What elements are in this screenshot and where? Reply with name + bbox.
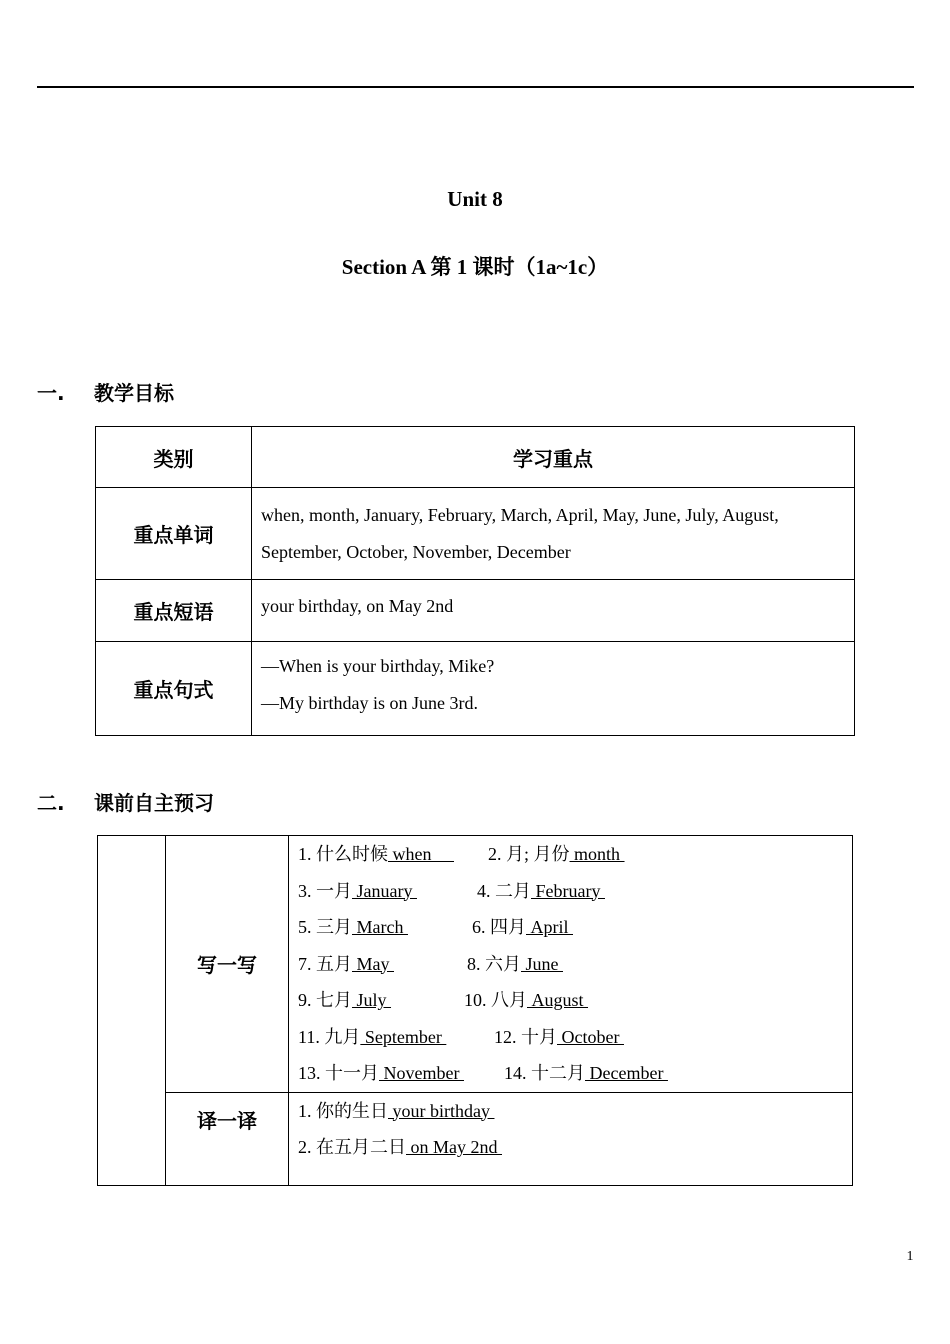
table-header-row xyxy=(96,427,855,488)
item-answer: your birthday xyxy=(388,1100,495,1121)
item-answer: when xyxy=(388,844,454,864)
item-answer: July xyxy=(352,990,392,1010)
list-item xyxy=(298,1093,843,1130)
item-prompt: 2. 月; 月份 xyxy=(488,844,570,864)
list-item xyxy=(298,1129,843,1166)
section2-heading xyxy=(37,787,214,816)
item-prompt: 2. 在五月二日 xyxy=(298,1137,406,1157)
list-item xyxy=(298,982,843,1019)
item-answer: December xyxy=(585,1063,668,1083)
item-prompt: 4. 二月 xyxy=(477,880,531,901)
content-line: your birthday, on May 2nd xyxy=(261,596,454,616)
item-prompt: 5. 三月 xyxy=(298,917,352,937)
list-item xyxy=(298,836,843,873)
column-header-focus: 学习重点 xyxy=(252,427,855,488)
row-content xyxy=(252,642,855,736)
table-row xyxy=(96,642,855,736)
blank-cell xyxy=(98,836,166,1186)
row-content xyxy=(252,580,855,642)
list-item xyxy=(298,873,843,910)
item-prompt: 11. 九月 xyxy=(298,1026,361,1047)
list-item xyxy=(298,909,843,946)
item-answer: April xyxy=(526,917,573,937)
table-row xyxy=(96,488,855,580)
list-item xyxy=(298,1019,843,1056)
unit-title: Unit 8 xyxy=(447,187,503,211)
preview-table xyxy=(97,835,853,1186)
content-line: when, month, January, February, March, April, May, June, July, August, xyxy=(261,504,779,525)
item-prompt: 14. 十二月 xyxy=(504,1063,585,1083)
item-answer: September xyxy=(360,1026,447,1047)
header-rule xyxy=(37,86,914,88)
write-items xyxy=(289,836,853,1093)
item-prompt: 13. 十一月 xyxy=(298,1063,379,1083)
section-title: Section A 第 1 课时（1a~1c） xyxy=(341,255,609,279)
section1-title: 教学目标 xyxy=(94,381,174,405)
content-line: —My birthday is on June 3rd. xyxy=(261,692,478,713)
item-prompt: 6. 四月 xyxy=(472,917,526,937)
item-answer: month xyxy=(569,844,625,864)
table-row xyxy=(98,836,853,1093)
objectives-table xyxy=(95,426,855,736)
row-category: 重点短语 xyxy=(96,580,252,642)
item-answer: March xyxy=(352,917,408,937)
item-answer: October xyxy=(557,1026,624,1047)
row-content xyxy=(252,488,855,580)
list-item xyxy=(298,946,843,983)
section1-heading xyxy=(37,377,174,406)
row-category: 重点句式 xyxy=(96,642,252,736)
column-header-category: 类别 xyxy=(96,427,252,488)
item-prompt: 7. 五月 xyxy=(298,953,352,974)
item-answer: on May 2nd xyxy=(406,1137,502,1157)
item-prompt: 12. 十月 xyxy=(494,1026,557,1047)
section2-number: 二. xyxy=(37,791,65,815)
content-line: —When is your birthday, Mike? xyxy=(261,655,495,676)
item-prompt: 10. 八月 xyxy=(464,990,527,1010)
item-prompt: 9. 七月 xyxy=(298,990,352,1010)
item-prompt: 3. 一月 xyxy=(298,880,352,901)
write-label: 写一写 xyxy=(166,836,289,1093)
item-answer: January xyxy=(352,880,417,901)
section1-number: 一. xyxy=(37,381,65,405)
translate-items xyxy=(289,1092,853,1185)
content-line: September, October, November, December xyxy=(261,541,571,562)
translate-label: 译一译 xyxy=(166,1092,289,1185)
table-row xyxy=(98,1092,853,1185)
item-answer: August xyxy=(527,990,589,1010)
item-prompt: 1. 你的生日 xyxy=(298,1100,388,1121)
section2-title: 课前自主预习 xyxy=(94,791,214,815)
page-number: 1 xyxy=(906,1249,914,1264)
row-category: 重点单词 xyxy=(96,488,252,580)
item-answer: February xyxy=(531,880,605,901)
table-row xyxy=(96,580,855,642)
item-prompt: 8. 六月 xyxy=(467,953,521,974)
item-answer: May xyxy=(352,953,394,974)
list-item xyxy=(298,1055,843,1092)
item-prompt: 1. 什么时候 xyxy=(298,844,388,864)
item-answer: November xyxy=(379,1063,464,1083)
item-answer: June xyxy=(521,953,563,974)
